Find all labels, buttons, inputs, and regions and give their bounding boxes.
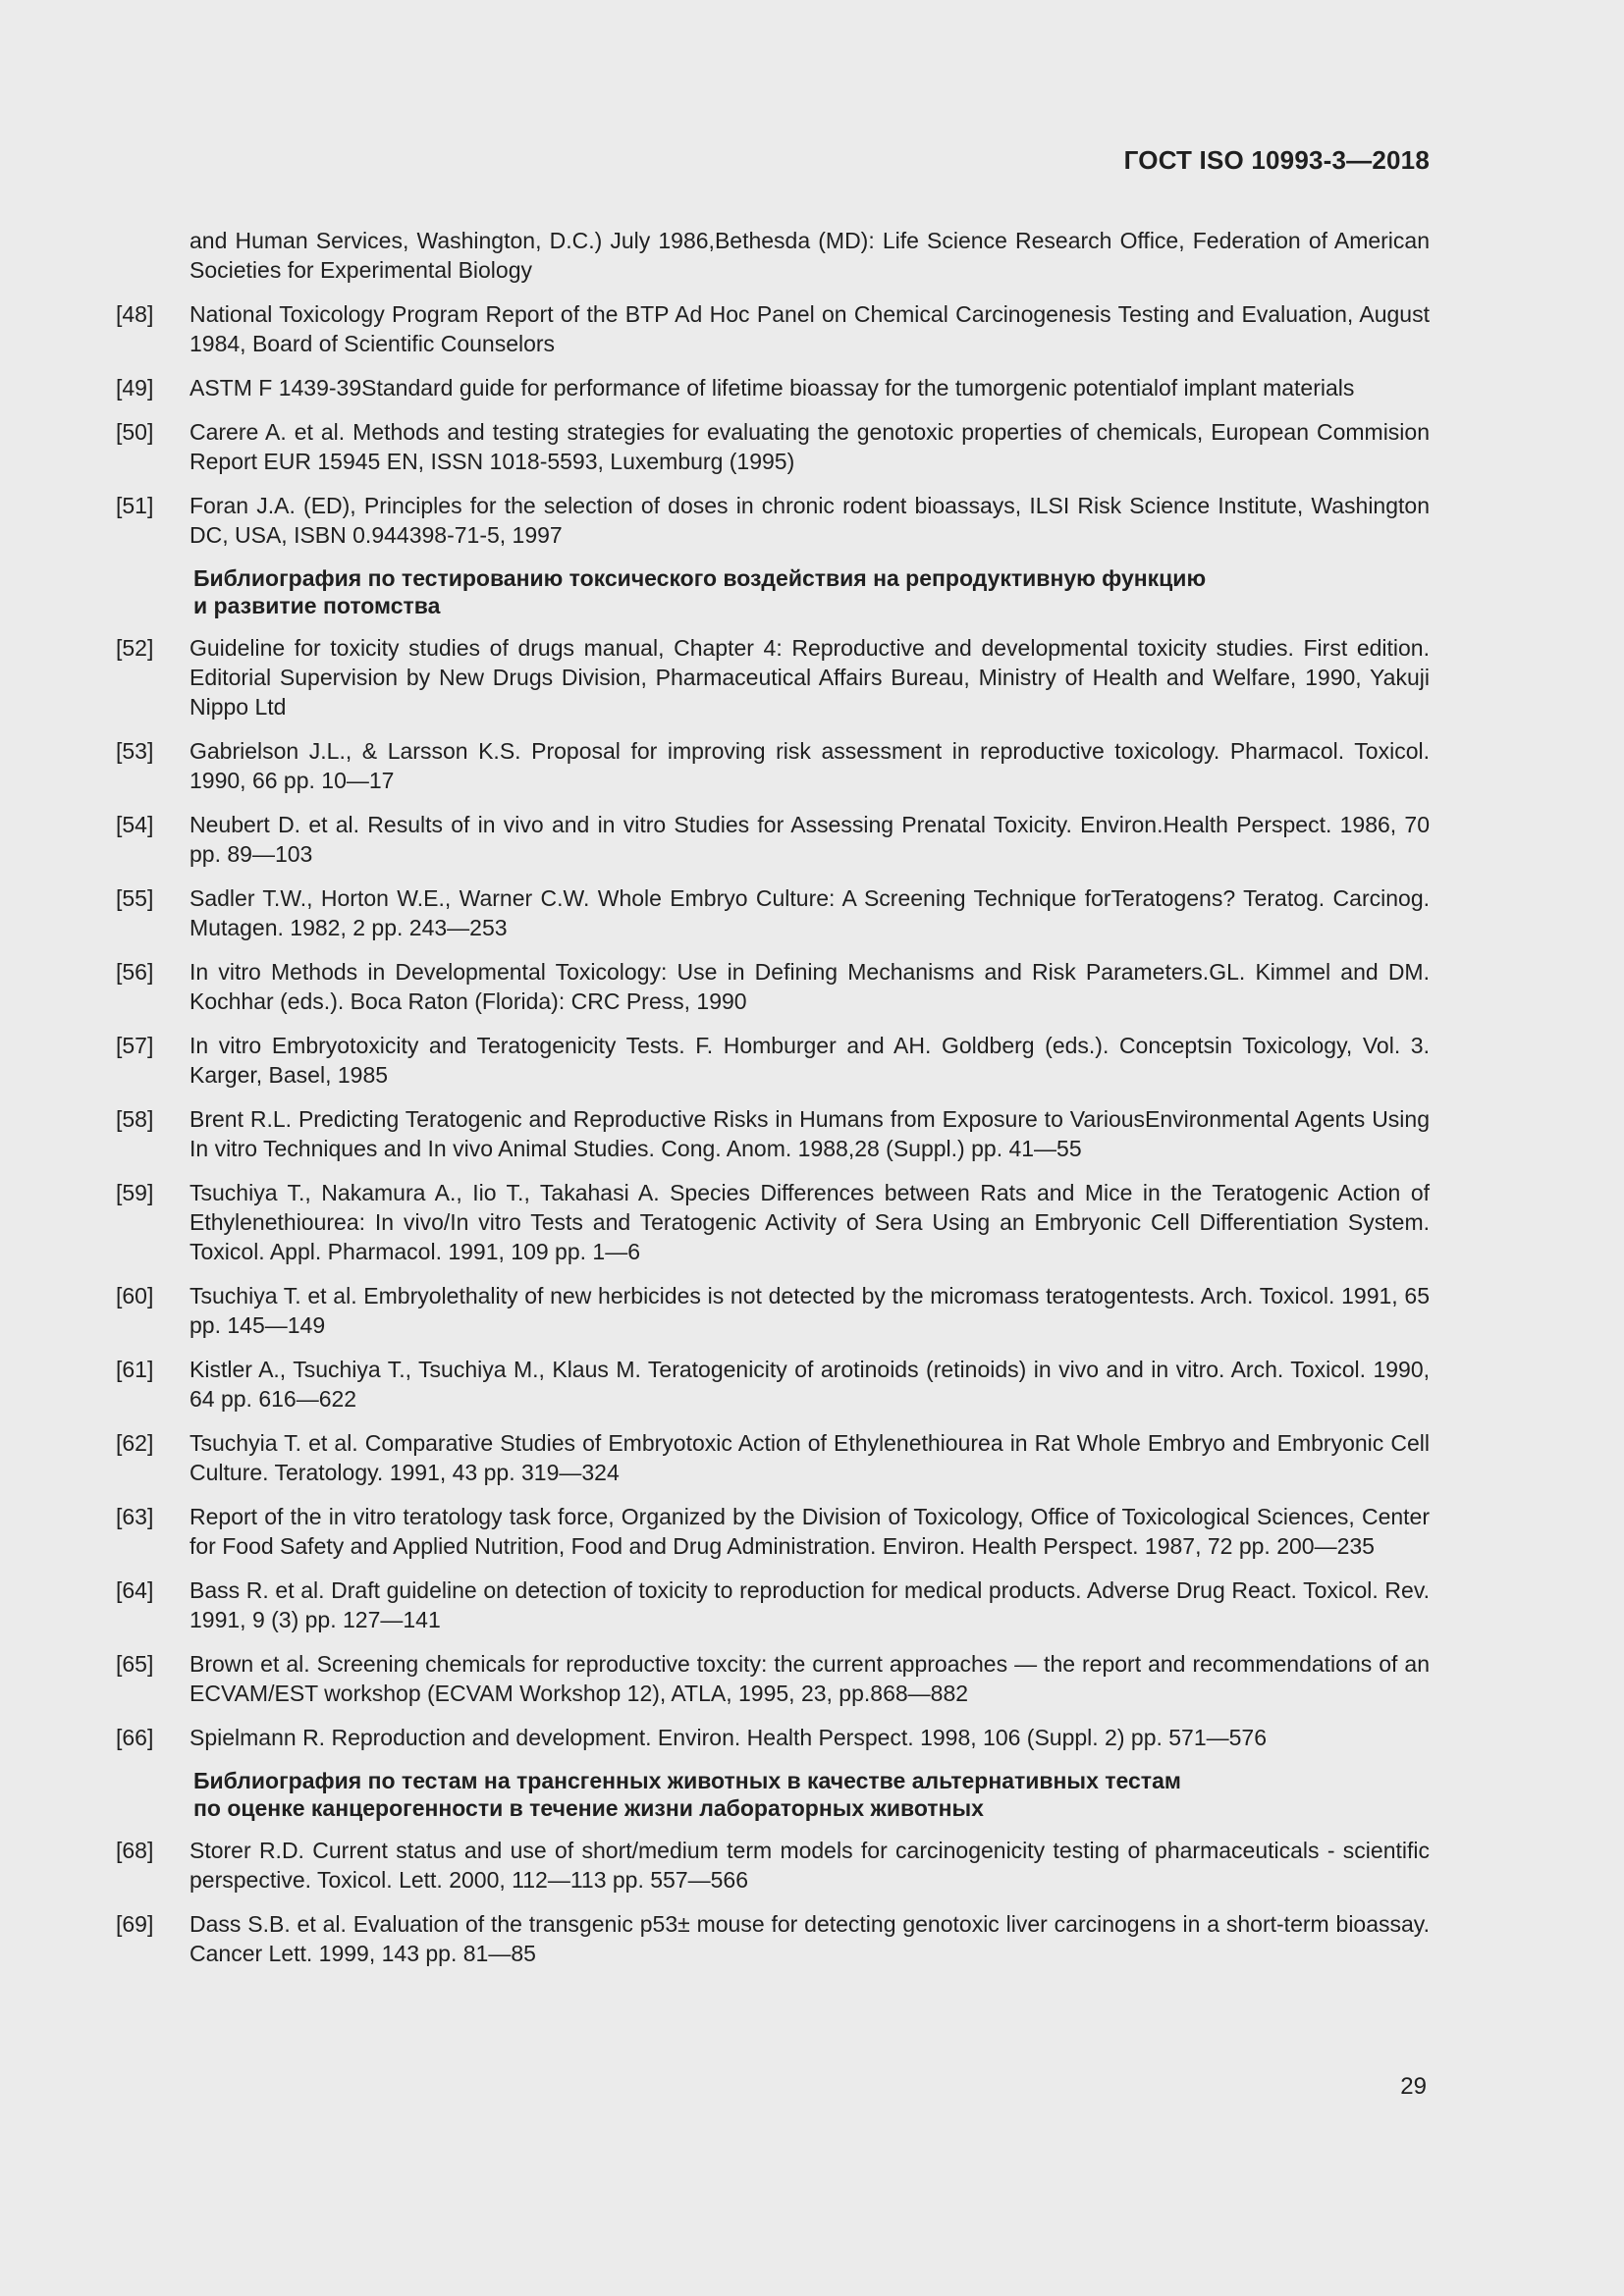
- reference-text: In vitro Methods in Developmental Toxicology: Use in Defining Mechanisms and Risk Parameters.GL. Kimmel and DM. Kochhar (eds.). Boca Raton (Florida): CRC Press, 1990: [189, 959, 1430, 1014]
- section-heading-transgenic: [116, 1767, 1430, 1822]
- reference-item: [116, 1575, 1430, 1634]
- section-heading-line: по оценке канцерогенности в течение жизни лабораторных животных: [193, 1795, 984, 1821]
- reference-item: [116, 883, 1430, 942]
- reference-text: Dass S.B. et al. Evaluation of the transgenic p53± mouse for detecting genotoxic liver carcinogens in a short-term bioassay. Cancer Lett. 1999, 143 pp. 81—85: [189, 1911, 1430, 1966]
- section-heading-line: Библиография по тестам на трансгенных животных в качестве альтернативных тестам: [193, 1768, 1181, 1793]
- reference-number: [61]: [116, 1357, 154, 1382]
- reference-text: Neubert D. et al. Results of in vivo and in vitro Studies for Assessing Prenatal Toxicity. Environ.Health Perspect. 1986, 70 pp. 89—103: [189, 812, 1430, 867]
- reference-item: [116, 1836, 1430, 1895]
- reference-text: Brent R.L. Predicting Teratogenic and Reproductive Risks in Humans from Exposure to VariousEnvironmental Agents Using In vitro Techniques and In vivo Animal Studies. Cong. Anom. 1988,28 (Suppl.) pp. 41—55: [189, 1106, 1430, 1161]
- reference-number: [58]: [116, 1106, 154, 1132]
- reference-continuation: [116, 226, 1430, 285]
- reference-item: [116, 491, 1430, 550]
- reference-text: National Toxicology Program Report of the BTP Ad Hoc Panel on Chemical Carcinogenesis Testing and Evaluation, August 1984, Board of Scientific Counselors: [189, 301, 1430, 356]
- reference-item: [116, 1281, 1430, 1340]
- reference-item: [116, 1649, 1430, 1708]
- bibliography-content: [116, 226, 1430, 1983]
- reference-item: [116, 736, 1430, 795]
- reference-number: [53]: [116, 738, 154, 764]
- reference-item: [116, 1031, 1430, 1090]
- reference-text: ASTM F 1439-39Standard guide for performance of lifetime bioassay for the tumorgenic potentialof implant materials: [189, 375, 1355, 400]
- reference-number: [50]: [116, 419, 154, 445]
- reference-number: [59]: [116, 1180, 154, 1205]
- reference-text: Guideline for toxicity studies of drugs manual, Chapter 4: Reproductive and developmental toxicity studies. First edition. Editorial Supervision by New Drugs Division, Pharmaceutical Affairs Bureau, Ministry of Health and Welfare, 1990, Yakuji Nippo Ltd: [189, 635, 1430, 720]
- page-number: 29: [1400, 2073, 1427, 2100]
- document-header: ГОСТ ISO 10993-3—2018: [1123, 145, 1430, 175]
- reference-number: [64]: [116, 1577, 154, 1603]
- reference-item: [116, 373, 1430, 402]
- reference-number: [62]: [116, 1430, 154, 1456]
- reference-number: [65]: [116, 1651, 154, 1677]
- reference-text: Spielmann R. Reproduction and development. Environ. Health Perspect. 1998, 106 (Suppl. 2) pp. 571—576: [189, 1725, 1268, 1750]
- reference-text: Bass R. et al. Draft guideline on detection of toxicity to reproduction for medical products. Adverse Drug React. Toxicol. Rev. 1991, 9 (3) pp. 127—141: [189, 1577, 1430, 1632]
- reference-text: Tsuchiya T. et al. Embryolethality of new herbicides is not detected by the micromass teratogentests. Arch. Toxicol. 1991, 65 pp. 145—149: [189, 1283, 1430, 1338]
- reference-number: [68]: [116, 1838, 154, 1863]
- reference-number: [69]: [116, 1911, 154, 1937]
- reference-item: [116, 810, 1430, 869]
- reference-number: [66]: [116, 1725, 154, 1750]
- reference-text: Brown et al. Screening chemicals for reproductive toxcity: the current approaches — the report and recommendations of an ECVAM/EST workshop (ECVAM Workshop 12), ATLA, 1995, 23, pp.868—882: [189, 1651, 1430, 1706]
- reference-item: [116, 1723, 1430, 1752]
- section-heading-line: и развитие потомства: [193, 593, 441, 618]
- reference-number: [52]: [116, 635, 154, 661]
- reference-item: [116, 1428, 1430, 1487]
- reference-number: [55]: [116, 885, 154, 911]
- reference-number: [57]: [116, 1033, 154, 1058]
- reference-text: Kistler A., Tsuchiya T., Tsuchiya M., Klaus M. Teratogenicity of arotinoids (retinoids) in vivo and in vitro. Arch. Toxicol. 1990, 64 pp. 616—622: [189, 1357, 1430, 1412]
- reference-item: [116, 633, 1430, 721]
- reference-number: [56]: [116, 959, 154, 985]
- section-heading-reproductive: [116, 564, 1430, 619]
- reference-number: [49]: [116, 375, 154, 400]
- reference-text: Tsuchiya T., Nakamura A., Iio T., Takahasi A. Species Differences between Rats and Mice in the Teratogenic Action of Ethylenethiourea: In vivo/In vitro Tests and Teratogenic Activity of Sera Using an Embryonic Cell Differentiation System. Toxicol. Appl. Pharmacol. 1991, 109 pp. 1—6: [189, 1180, 1430, 1264]
- reference-item: [116, 1502, 1430, 1561]
- reference-number: [63]: [116, 1504, 154, 1529]
- reference-text: Sadler T.W., Horton W.E., Warner C.W. Whole Embryo Culture: A Screening Technique forTeratogens? Teratog. Carcinog. Mutagen. 1982, 2 pp. 243—253: [189, 885, 1430, 940]
- reference-item: [116, 1178, 1430, 1266]
- reference-number: [48]: [116, 301, 154, 327]
- reference-number: [51]: [116, 493, 154, 518]
- reference-number: [54]: [116, 812, 154, 837]
- reference-item: [116, 299, 1430, 358]
- reference-text: Storer R.D. Current status and use of short/medium term models for carcinogenicity testing of pharmaceuticals - scientific perspective. Toxicol. Lett. 2000, 112—113 pp. 557—566: [189, 1838, 1430, 1893]
- reference-text: Gabrielson J.L., & Larsson K.S. Proposal for improving risk assessment in reproductive toxicology. Pharmacol. Toxicol. 1990, 66 pp. 10—17: [189, 738, 1430, 793]
- reference-text: Carere A. et al. Methods and testing strategies for evaluating the genotoxic properties of chemicals, European Commision Report EUR 15945 EN, ISSN 1018-5593, Luxemburg (1995): [189, 419, 1430, 474]
- reference-text: Report of the in vitro teratology task force, Organized by the Division of Toxicology, Office of Toxicological Sciences, Center for Food Safety and Applied Nutrition, Food and Drug Administration. Environ. Health Perspect. 1987, 72 pp. 200—235: [189, 1504, 1430, 1559]
- reference-item: [116, 417, 1430, 476]
- reference-item: [116, 1355, 1430, 1414]
- section-heading-line: Библиография по тестированию токсического воздействия на репродуктивную функцию: [193, 565, 1207, 591]
- reference-text: Foran J.A. (ED), Principles for the selection of doses in chronic rodent bioassays, ILSI Risk Science Institute, Washington DC, USA, ISBN 0.944398-71-5, 1997: [189, 493, 1430, 548]
- reference-text: In vitro Embryotoxicity and Teratogenicity Tests. F. Homburger and AH. Goldberg (eds.). Conceptsin Toxicology, Vol. 3. Karger, Basel, 1985: [189, 1033, 1430, 1088]
- reference-item: [116, 1104, 1430, 1163]
- reference-text: and Human Services, Washington, D.C.) July 1986,Bethesda (MD): Life Science Research Office, Federation of American Societies for Experimental Biology: [189, 228, 1430, 283]
- reference-number: [60]: [116, 1283, 154, 1308]
- reference-item: [116, 957, 1430, 1016]
- reference-text: Tsuchyia T. et al. Comparative Studies of Embryotoxic Action of Ethylenethiourea in Rat Whole Embryo and Embryonic Cell Culture. Teratology. 1991, 43 pp. 319—324: [189, 1430, 1430, 1485]
- reference-item: [116, 1909, 1430, 1968]
